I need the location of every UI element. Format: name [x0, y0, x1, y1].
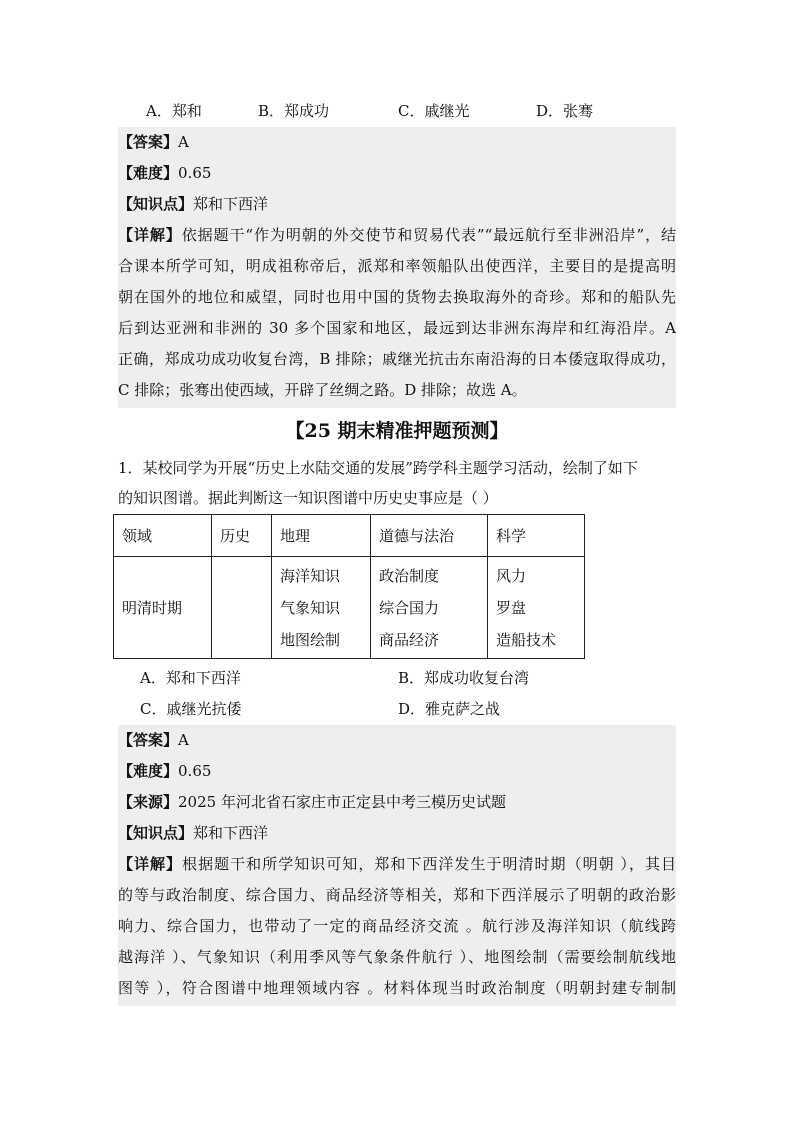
option-b: B．郑成功收复台湾: [398, 669, 530, 687]
knowledge-line: [118, 189, 676, 220]
difficulty-value: 0.65: [178, 164, 212, 182]
answer-value: A: [178, 133, 189, 151]
detail-line: 合课本所学可知，明成祖称帝后，派郑和率领船队出使西洋，主要目的是提高明: [118, 257, 676, 275]
table-row: [114, 557, 585, 659]
source-value: 2025 年河北省石家庄市正定县中考三模历史试题: [178, 793, 506, 811]
cell-item: 地图绘制: [280, 630, 341, 649]
knowledge-line: [118, 818, 676, 849]
detail-line: [118, 849, 676, 880]
geography-cell: [272, 557, 371, 659]
question-stem: 1．某校同学为开展“历史上水陆交通的发展”跨学科主题学习活动，绘制了如下: [118, 459, 638, 477]
option-a: A．郑和: [146, 102, 202, 120]
detail-line: 越海洋 ）、气象知识（利用季风等气象条件航行 ）、地图绘制（需要绘制航线地: [118, 948, 676, 966]
detail-tag: 【详解】: [118, 226, 182, 244]
knowledge-graph-table: [113, 514, 585, 659]
detail-line: 响力、综合国力，也带动了一定的商品经济交流 。航行涉及海洋知识（航线跨: [118, 917, 676, 935]
detail-text: 依据题干“作为明朝的外交使节和贸易代表”“最远航行至非洲沿岸”，结: [181, 226, 676, 244]
table-header-cell: 道德与法治: [371, 515, 488, 557]
option-d: D．雅克萨之战: [398, 700, 501, 718]
history-cell: [212, 557, 272, 659]
knowledge-tag: 【知识点】: [118, 824, 194, 842]
detail-line: 的等与政治制度、综合国力、商品经济等相关，郑和下西洋展示了明朝的政治影: [118, 886, 676, 904]
knowledge-value: 郑和下西洋: [193, 824, 269, 842]
detail-line: [118, 220, 676, 251]
knowledge-value: 郑和下西洋: [193, 195, 269, 213]
difficulty-tag: 【难度】: [118, 164, 179, 182]
option-b: B．郑成功: [258, 102, 330, 120]
table-header-cell: 历史: [212, 515, 272, 557]
table-header-cell: 地理: [272, 515, 371, 557]
option-a: A．郑和下西洋: [140, 669, 241, 687]
answer-tag: 【答案】: [118, 133, 179, 151]
cell-item: 风力: [496, 566, 527, 585]
morality-cell: [371, 557, 488, 659]
detail-line: 图等 ），符合图谱中地理领域内容 。材料体现当时政治制度（明朝封建专制制: [118, 979, 676, 997]
detail-line: C 排除；张骞出使西域，开辟了丝绸之路。D 排除；故选 A。: [118, 381, 527, 399]
answer-line: [118, 127, 676, 158]
cell-item: 造船技术: [496, 630, 557, 649]
question-stem: 的知识图谱。据此判断这一知识图谱中历史史事应是（ ）: [118, 489, 498, 507]
detail-line: 朝在国外的地位和威望，同时也用中国的货物去换取海外的奇珍。郑和的船队先: [118, 288, 676, 306]
table-header-row: [114, 515, 585, 557]
option-c: C．戚继光: [398, 102, 470, 120]
answer-tag: 【答案】: [118, 731, 179, 749]
table-header-cell: 科学: [488, 515, 585, 557]
difficulty-line: [118, 756, 676, 787]
difficulty-value: 0.65: [178, 762, 212, 780]
cell-item: 商品经济: [379, 630, 440, 649]
difficulty-line: [118, 158, 676, 189]
source-line: [118, 787, 676, 818]
answer-line: [118, 725, 676, 756]
row-label: 明清时期: [114, 557, 212, 659]
cell-item: 气象知识: [280, 598, 341, 617]
source-tag: 【来源】: [118, 793, 179, 811]
detail-line: 后到达亚洲和非洲的 30 多个国家和地区，最远到达非洲东海岸和红海沿岸。A: [118, 319, 676, 337]
science-cell: [488, 557, 585, 659]
difficulty-tag: 【难度】: [118, 762, 179, 780]
cell-item: 综合国力: [379, 598, 440, 617]
cell-item: 政治制度: [379, 566, 440, 585]
detail-tag: 【详解】: [118, 855, 183, 873]
cell-item: 罗盘: [496, 598, 527, 617]
option-d: D．张骞: [536, 102, 594, 120]
section-title: 【25 期末精准押题预测】: [285, 420, 509, 442]
knowledge-tag: 【知识点】: [118, 195, 194, 213]
answer-value: A: [178, 731, 189, 749]
cell-item: 海洋知识: [280, 566, 341, 585]
table-header-cell: 领域: [114, 515, 212, 557]
detail-line: 正确，郑成功成功收复台湾，B 排除；戚继光抗击东南沿海的日本倭寇取得成功，: [118, 350, 676, 368]
detail-text: 根据题干和所学知识可知，郑和下西洋发生于明清时期（明朝 ），其目: [182, 855, 676, 873]
option-c: C．戚继光抗倭: [140, 700, 242, 718]
